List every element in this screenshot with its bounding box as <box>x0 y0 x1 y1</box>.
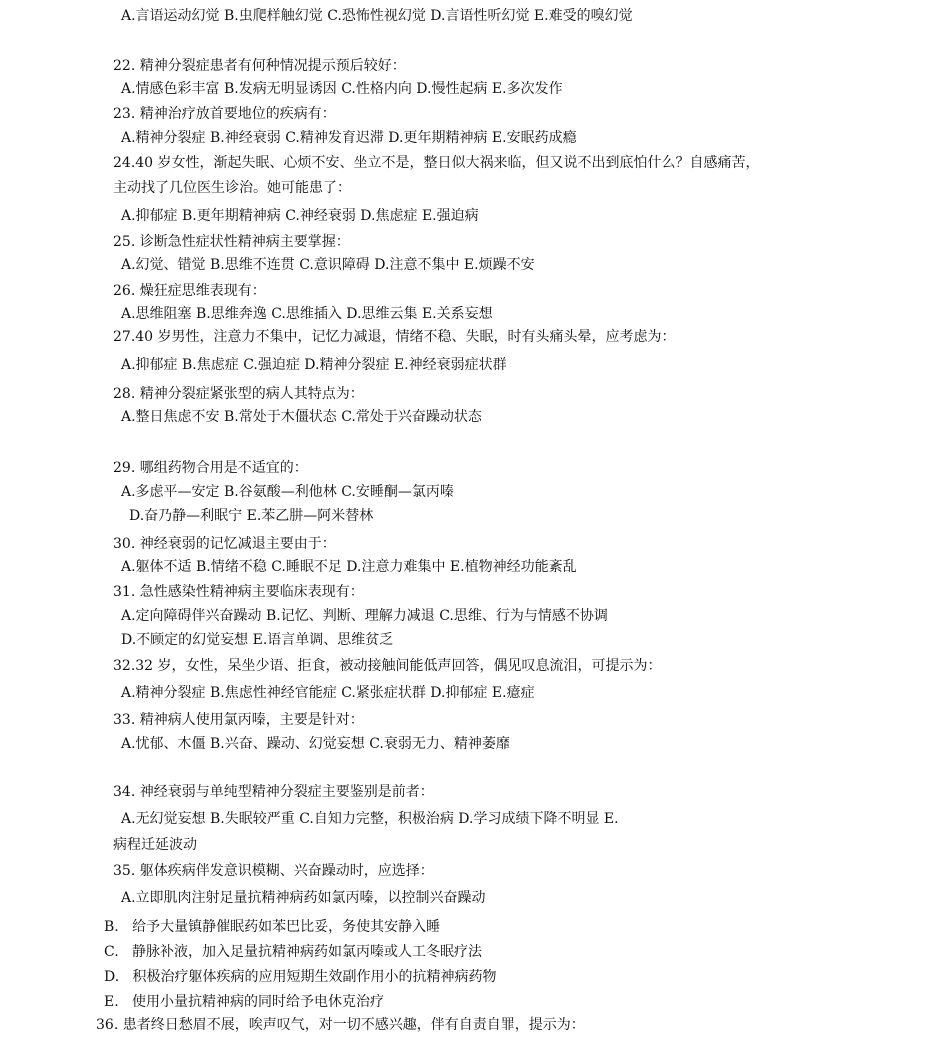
q28-options: A.整日焦虑不安 B.常处于木僵状态 C.常处于兴奋躁动状态 <box>121 409 482 425</box>
q35-option-e: E. 使用小量抗精神病的同时给予电休克治疗 <box>104 994 385 1010</box>
q32-options: A.精神分裂症 B.焦虑性神经官能症 C.紧张症状群 D.抑郁症 E.癔症 <box>121 685 535 701</box>
q24-options: A.抑郁症 B.更年期精神病 C.神经衰弱 D.焦虑症 E.强迫病 <box>121 208 479 224</box>
q31-options-line2: D.不顾定的幻觉妄想 E.语言单调、思维贫乏 <box>121 632 394 648</box>
q35-option-b: B. 给予大量镇静催眠药如苯巴比妥，务使其安静入睡 <box>104 919 441 935</box>
q21-options: A.言语运动幻觉 B.虫爬样触幻觉 C.恐怖性视幻觉 D.言语性听幻觉 E.难受的嗅幻觉 <box>121 8 633 24</box>
q29-options-line2: D.奋乃静—利眠宁 E.苯乙肼—阿米替林 <box>129 508 374 524</box>
q35-option-d: D. 积极治疗躯体疾病的应用短期生效副作用小的抗精神病药物 <box>104 969 497 985</box>
q27-options: A.抑郁症 B.焦虑症 C.强迫症 D.精神分裂症 E.神经衰弱症状群 <box>121 357 507 373</box>
q28-question: 28. 精神分裂症紧张型的病人其特点为： <box>113 386 364 402</box>
q35-question: 35. 躯体疾病伴发意识模糊、兴奋躁动时，应选择： <box>113 863 434 879</box>
q26-question: 26. 燥狂症思维表现有： <box>113 283 266 299</box>
q35-option-c: C. 静脉补液，加入足量抗精神病药如氯丙嗪或人工冬眠疗法 <box>104 944 483 960</box>
q34-options-line1: A.无幻觉妄想 B.失眠较严重 C.自知力完整，积极治病 D.学习成绩下降不明显 E. <box>121 811 619 827</box>
q24-question-line2: 主动找了几位医生诊治。她可能患了： <box>113 180 351 196</box>
q23-question: 23. 精神治疗放首要地位的疾病有： <box>113 106 336 122</box>
q23-options: A.精神分裂症 B.神经衰弱 C.精神发育迟滞 D.更年期精神病 E.安眠药成瘾 <box>121 130 577 146</box>
q34-question: 34. 神经衰弱与单纯型精神分裂症主要鉴别是前者： <box>113 784 434 800</box>
q29-question: 29. 哪组药物合用是不适宜的： <box>113 460 308 476</box>
q25-options: A.幻觉、错觉 B.思维不连贯 C.意识障碍 D.注意不集中 E.烦躁不安 <box>121 257 535 273</box>
q30-options: A.躯体不适 B.情绪不稳 C.睡眠不足 D.注意力难集中 E.植物神经功能紊乱 <box>121 559 577 575</box>
q33-question: 33. 精神病人使用氯丙嗪，主要是针对： <box>113 712 364 728</box>
q36-question: 36. 患者终日愁眉不展，唉声叹气，对一切不感兴趣，伴有自责自罪，提示为： <box>96 1017 585 1033</box>
q31-question: 31. 急性感染性精神病主要临床表现有： <box>113 584 364 600</box>
q34-options-line2: 病程迁延波动 <box>113 837 197 853</box>
q29-options-line1: A.多虑平—安定 B.谷氨酸—利他林 C.安睡酮—氯丙嗪 <box>121 484 454 500</box>
q24-question-line1: 24.40 岁女性，渐起失眠、心烦不安、坐立不是，整日似大祸来临，但又说不出到底怕什么？自感痛苦， <box>113 155 760 171</box>
q31-options-line1: A.定向障碍伴兴奋躁动 B.记忆、判断、理解力减退 C.思维、行为与情感不协调 <box>121 608 608 624</box>
q30-question: 30. 神经衰弱的记忆减退主要由于： <box>113 536 336 552</box>
q22-question: 22. 精神分裂症患者有何种情况提示预后较好： <box>113 58 406 74</box>
q33-options: A.忧郁、木僵 B.兴奋、躁动、幻觉妄想 C.衰弱无力、精神萎靡 <box>121 736 510 752</box>
q25-question: 25. 诊断急性症状性精神病主要掌握： <box>113 234 350 250</box>
q35-option-a: A.立即肌肉注射足量抗精神病药如氯丙嗪，以控制兴奋躁动 <box>121 890 486 906</box>
q32-question: 32.32 岁，女性，呆坐少语、拒食，被动接触间能低声回答，偶见叹息流泪，可提示为： <box>113 658 662 674</box>
q26-options: A.思维阻塞 B.思维奔逸 C.思维插入 D.思维云集 E.关系妄想 <box>121 306 493 322</box>
q27-question: 27.40 岁男性，注意力不集中，记忆力减退，情绪不稳、失眠，时有头痛头晕，应考虑为： <box>113 329 676 345</box>
q22-options: A.情感色彩丰富 B.发病无明显诱因 C.性格内向 D.慢性起病 E.多次发作 <box>121 81 563 97</box>
